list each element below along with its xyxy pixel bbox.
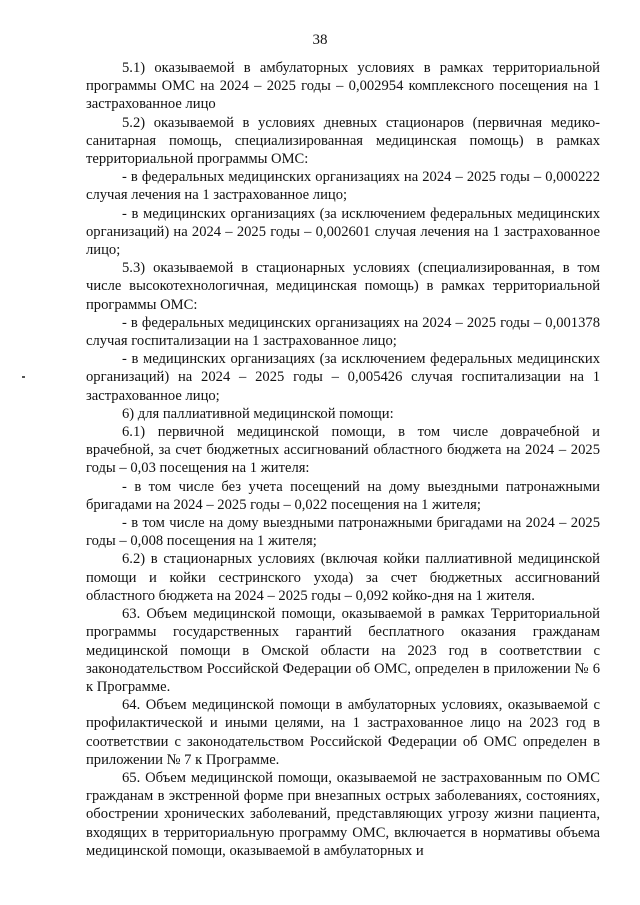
page-number: 38 [312, 32, 328, 48]
paragraph-64: 64. Объем медицинской помощи в амбулаторных условиях, оказываемой с профилактической и иными целями, на 1 застрахованное лицо на 2023 год в соответствии с законодательством Российской Федерации об ОМС определен в приложении № 7 к Программе. [86, 697, 600, 768]
paragraph-5-2-other: - в медицинских организациях (за исключением федеральных медицинских организаций) на 2024 – 2025 годы – 0,002601 случая лечения на 1 застрахованное лицо; [86, 205, 600, 259]
paragraph-6-2: 6.2) в стационарных условиях (включая койки паллиативной медицинской помощи и койки сестринского ухода) за счет бюджетных ассигнований областного бюджета на 2024 – 2025 годы – 0,092 койко-дня на 1 жителя. [86, 551, 600, 604]
paragraph-6-1-without-home: - в том числе без учета посещений на дому выездными патронажными бригадами на 2024 – 2025 годы – 0,022 посещения на 1 жителя; [86, 478, 600, 513]
paragraph-6-1: 6.1) первичной медицинской помощи, в том числе доврачебной и врачебной, за счет бюджетных ассигнований областного бюджета на 2024 – 2025 годы – 0,03 посещения на 1 жителя: [86, 424, 600, 477]
paragraph-5-3-other: - в медицинских организациях (за исключением федеральных медицинских организаций) на 2024 – 2025 годы – 0,005426 случая госпитализации на 1 застрахованное лицо; [86, 351, 600, 404]
paragraph-5-3-federal: - в федеральных медицинских организациях на 2024 – 2025 годы – 0,001378 случая госпитализации на 1 застрахованное лицо; [86, 314, 600, 350]
paragraph-6: 6) для паллиативной медицинской помощи: [122, 405, 394, 422]
paragraph-5-2: 5.2) оказываемой в условиях дневных стационаров (первичная медико-санитарная помощь, специализированная медицинская помощь) в рамках территориальной программы ОМС: [86, 114, 600, 168]
paragraph-5-3: 5.3) оказываемой в стационарных условиях (специализированная, в том числе высокотехнологичная, медицинская помощь) в рамках территориальной программы ОМС: [86, 260, 600, 313]
paragraph-5-2-federal: - в федеральных медицинских организациях на 2024 – 2025 годы – 0,000222 случая лечения на 1 застрахованное лицо; [86, 169, 600, 204]
margin-mark [22, 376, 25, 378]
paragraph-63: 63. Объем медицинской помощи, оказываемой в рамках Территориальной программы государственных гарантий бесплатного оказания гражданам медицинской помощи в Омской области на 2023 год в соответствии с законодательством Российской Федерации об ОМС, определен в приложении № 6 к Программе. [86, 606, 600, 695]
paragraph-65: 65. Объем медицинской помощи, оказываемой не застрахованным по ОМС гражданам в экстренной форме при внезапных острых заболеваниях, состояниях, обострении хронических заболеваний, представляющих угрозу жизни пациента, входящих в территориальную программу ОМС, включается в нормативы объема медицинской помощи, оказываемой в амбулаторных и [86, 769, 600, 859]
paragraph-6-1-home: - в том числе на дому выездными патронажными бригадами на 2024 – 2025 годы – 0,008 посещения на 1 жителя; [86, 515, 600, 550]
paragraph-5-1: 5.1) оказываемой в амбулаторных условиях в рамках территориальной программы ОМС на 2024 – 2025 годы – 0,002954 комплексного посещения на 1 застрахованное лицо [86, 60, 600, 113]
document-body [86, 59, 600, 860]
